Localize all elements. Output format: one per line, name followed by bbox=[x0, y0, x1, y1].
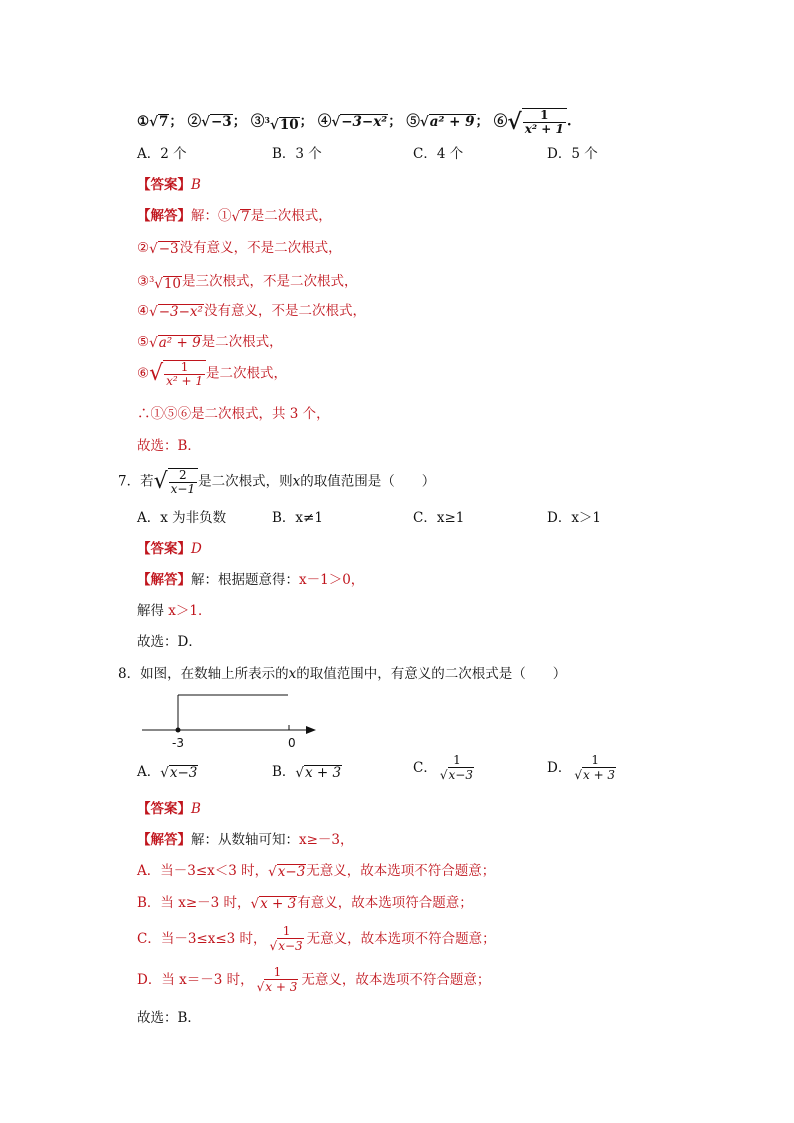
solution-text: B．当 x≥－3 时， bbox=[137, 895, 251, 911]
q6-solution-line-1 bbox=[137, 206, 332, 227]
item-mark: ⑥ bbox=[137, 365, 150, 382]
solution-text: 是三次根式，不是二次根式， bbox=[182, 273, 358, 290]
solution-text: 无意义，故本选项不符合题意； bbox=[306, 931, 496, 947]
separator: ； bbox=[475, 113, 490, 130]
item-3-mark: ③ bbox=[250, 113, 265, 130]
item-5-radical: √a² + 9 bbox=[419, 114, 475, 131]
q7-solution-line-3: 故选：D． bbox=[137, 634, 202, 650]
solution-label: 【解答】 bbox=[137, 208, 191, 224]
radical: √x + 3 bbox=[295, 764, 342, 781]
solution-text: 解：根据题意得： bbox=[191, 572, 299, 588]
solution-text: 是二次根式， bbox=[206, 365, 288, 382]
item-mark: ① bbox=[218, 208, 232, 224]
item-3-radical: $^3$√10 bbox=[264, 114, 299, 133]
item-mark: ⑤ bbox=[137, 334, 150, 350]
solution-expression: x≥－3， bbox=[299, 832, 354, 848]
q8-solution-c: C．当－3≤x≤3 时， 1 √x−3 无意义，故本选项不符合题意； bbox=[137, 924, 496, 953]
option-label: D． bbox=[547, 760, 572, 776]
stem-text: 是二次根式，则 bbox=[198, 473, 293, 490]
item-mark: ② bbox=[137, 240, 150, 256]
solution-text: 是二次根式， bbox=[201, 334, 283, 350]
stem-text: 的取值范围是（ ） bbox=[300, 473, 436, 490]
radical: √ $\frac{2}{x-1}$ bbox=[154, 468, 199, 496]
solution-text: 没有意义，不是二次根式， bbox=[179, 240, 342, 256]
q6-option-b: B．3 个 bbox=[272, 146, 322, 162]
variable: x bbox=[288, 666, 297, 682]
radical: $^3$√10 bbox=[149, 275, 181, 292]
q6-solution-line-4 bbox=[137, 301, 366, 322]
item-6-mark: ⑥ bbox=[493, 113, 508, 130]
separator: ； bbox=[232, 113, 247, 130]
item-2-mark: ② bbox=[187, 113, 202, 130]
solution-text: C．当－3≤x≤3 时， bbox=[137, 931, 267, 947]
variable: x bbox=[292, 473, 301, 490]
item-1-mark: ① bbox=[137, 113, 150, 130]
stem-text: 7．若 bbox=[118, 473, 154, 490]
answer-value: B bbox=[191, 801, 201, 817]
item-mark: ④ bbox=[137, 303, 150, 319]
answer-value: D bbox=[191, 541, 202, 557]
q7-option-c: C．x≥1 bbox=[413, 510, 465, 526]
item-5-mark: ⑤ bbox=[406, 113, 420, 130]
solution-label: 【解答】 bbox=[137, 832, 191, 848]
number-line-figure bbox=[140, 690, 330, 752]
solution-text: 无意义，故本选项不符合题意； bbox=[306, 863, 496, 879]
radical: √ $\frac{1}{\text{x² + 1}}$ bbox=[149, 360, 206, 388]
q8-option-b bbox=[272, 762, 342, 783]
solution-text: 无意义，故本选项不符合题意； bbox=[301, 972, 491, 988]
axis-arrow bbox=[306, 726, 316, 734]
q8-answer bbox=[137, 799, 201, 819]
q8-option-c: C． 1 √x−3 bbox=[413, 753, 473, 782]
option-label: C． bbox=[413, 760, 437, 776]
q8-solution-d: D．当 x＝－3 时， 1 √x + 3 无意义，故本选项不符合题意； bbox=[137, 965, 491, 994]
q7-option-d: D．x＞1 bbox=[547, 510, 602, 526]
solution-expression: x－1＞0， bbox=[299, 572, 365, 588]
solution-text: D．当 x＝－3 时， bbox=[137, 972, 254, 988]
option-label: B． bbox=[272, 764, 296, 780]
item-6-radical: √ $\frac{1}{\text{x² + 1}}$ bbox=[507, 108, 567, 136]
q6-solution-line-5 bbox=[137, 332, 283, 353]
answer-label: 【答案】 bbox=[137, 801, 191, 817]
item-4-mark: ④ bbox=[317, 113, 332, 130]
solution-text: 是二次根式， bbox=[250, 208, 332, 224]
item-4-radical: √−3−x² bbox=[331, 114, 388, 131]
q6-items-line bbox=[137, 108, 572, 136]
q7-option-a: A．x 为非负数 bbox=[137, 510, 227, 526]
q6-solution-line-8: 故选：B． bbox=[137, 438, 201, 454]
q7-solution-line-2 bbox=[137, 601, 212, 621]
item-mark: ③ bbox=[137, 273, 150, 290]
solution-label: 【解答】 bbox=[137, 572, 191, 588]
separator: ； bbox=[299, 113, 314, 130]
stem-text: 8．如图，在数轴上所表示的 bbox=[118, 666, 289, 682]
q6-option-a: A．2 个 bbox=[137, 146, 187, 162]
q6-answer bbox=[137, 175, 201, 195]
radical: √x + 3 bbox=[250, 895, 297, 912]
radical: √x−3 bbox=[160, 764, 198, 781]
q8-option-d: D． 1 √x + 3 bbox=[547, 753, 616, 782]
separator: ； bbox=[169, 113, 183, 130]
solution-text: 没有意义，不是二次根式， bbox=[203, 303, 366, 319]
q8-solution-a bbox=[137, 861, 495, 882]
q6-solution-line-6 bbox=[137, 360, 287, 388]
q7-stem bbox=[118, 468, 435, 496]
q8-solution-line-1 bbox=[137, 830, 354, 850]
solution-text: A．当－3≤x＜3 时， bbox=[137, 863, 269, 879]
radical: √a² + 9 bbox=[149, 334, 201, 351]
q8-solution-b bbox=[137, 893, 473, 914]
tick-label-right: 0 bbox=[288, 736, 296, 750]
solution-text: 解：从数轴可知： bbox=[191, 832, 299, 848]
radical: √x−3 bbox=[268, 863, 306, 880]
q8-option-a bbox=[137, 762, 198, 783]
stem-text: 的取值范围中，有意义的二次根式是（ ） bbox=[296, 666, 567, 682]
radical: √−3 bbox=[149, 240, 179, 257]
item-1-radical: √7 bbox=[149, 114, 169, 131]
q8-final: 故选：B． bbox=[137, 1010, 201, 1026]
closed-endpoint bbox=[176, 728, 181, 733]
q8-stem bbox=[118, 664, 566, 684]
period: . bbox=[566, 113, 572, 130]
q6-solution-line-7: ∴①⑤⑥是二次根式，共 3 个， bbox=[137, 406, 330, 422]
q7-solution-line-1 bbox=[137, 570, 364, 590]
radical: √−3−x² bbox=[149, 303, 203, 320]
q7-answer bbox=[137, 539, 202, 559]
solution-expression: x＞1． bbox=[168, 603, 212, 619]
solution-text: 解得 bbox=[137, 603, 169, 619]
solution-text: 解： bbox=[191, 208, 218, 224]
radical: √7 bbox=[231, 208, 250, 225]
answer-label: 【答案】 bbox=[137, 177, 191, 193]
answer-label: 【答案】 bbox=[137, 541, 191, 557]
separator: ； bbox=[388, 113, 402, 130]
option-label: A． bbox=[137, 764, 161, 780]
q6-solution-line-3 bbox=[137, 270, 358, 294]
q6-option-d: D．5 个 bbox=[547, 146, 598, 162]
q7-option-b: B．x≠1 bbox=[272, 510, 323, 526]
answer-value: B bbox=[191, 177, 201, 193]
q6-solution-line-2 bbox=[137, 238, 342, 259]
tick-label-left: -3 bbox=[172, 736, 184, 750]
q6-option-c: C．4 个 bbox=[413, 146, 464, 162]
solution-text: 有意义，故本选项符合题意； bbox=[297, 895, 473, 911]
item-2-radical: √−3 bbox=[201, 114, 232, 131]
